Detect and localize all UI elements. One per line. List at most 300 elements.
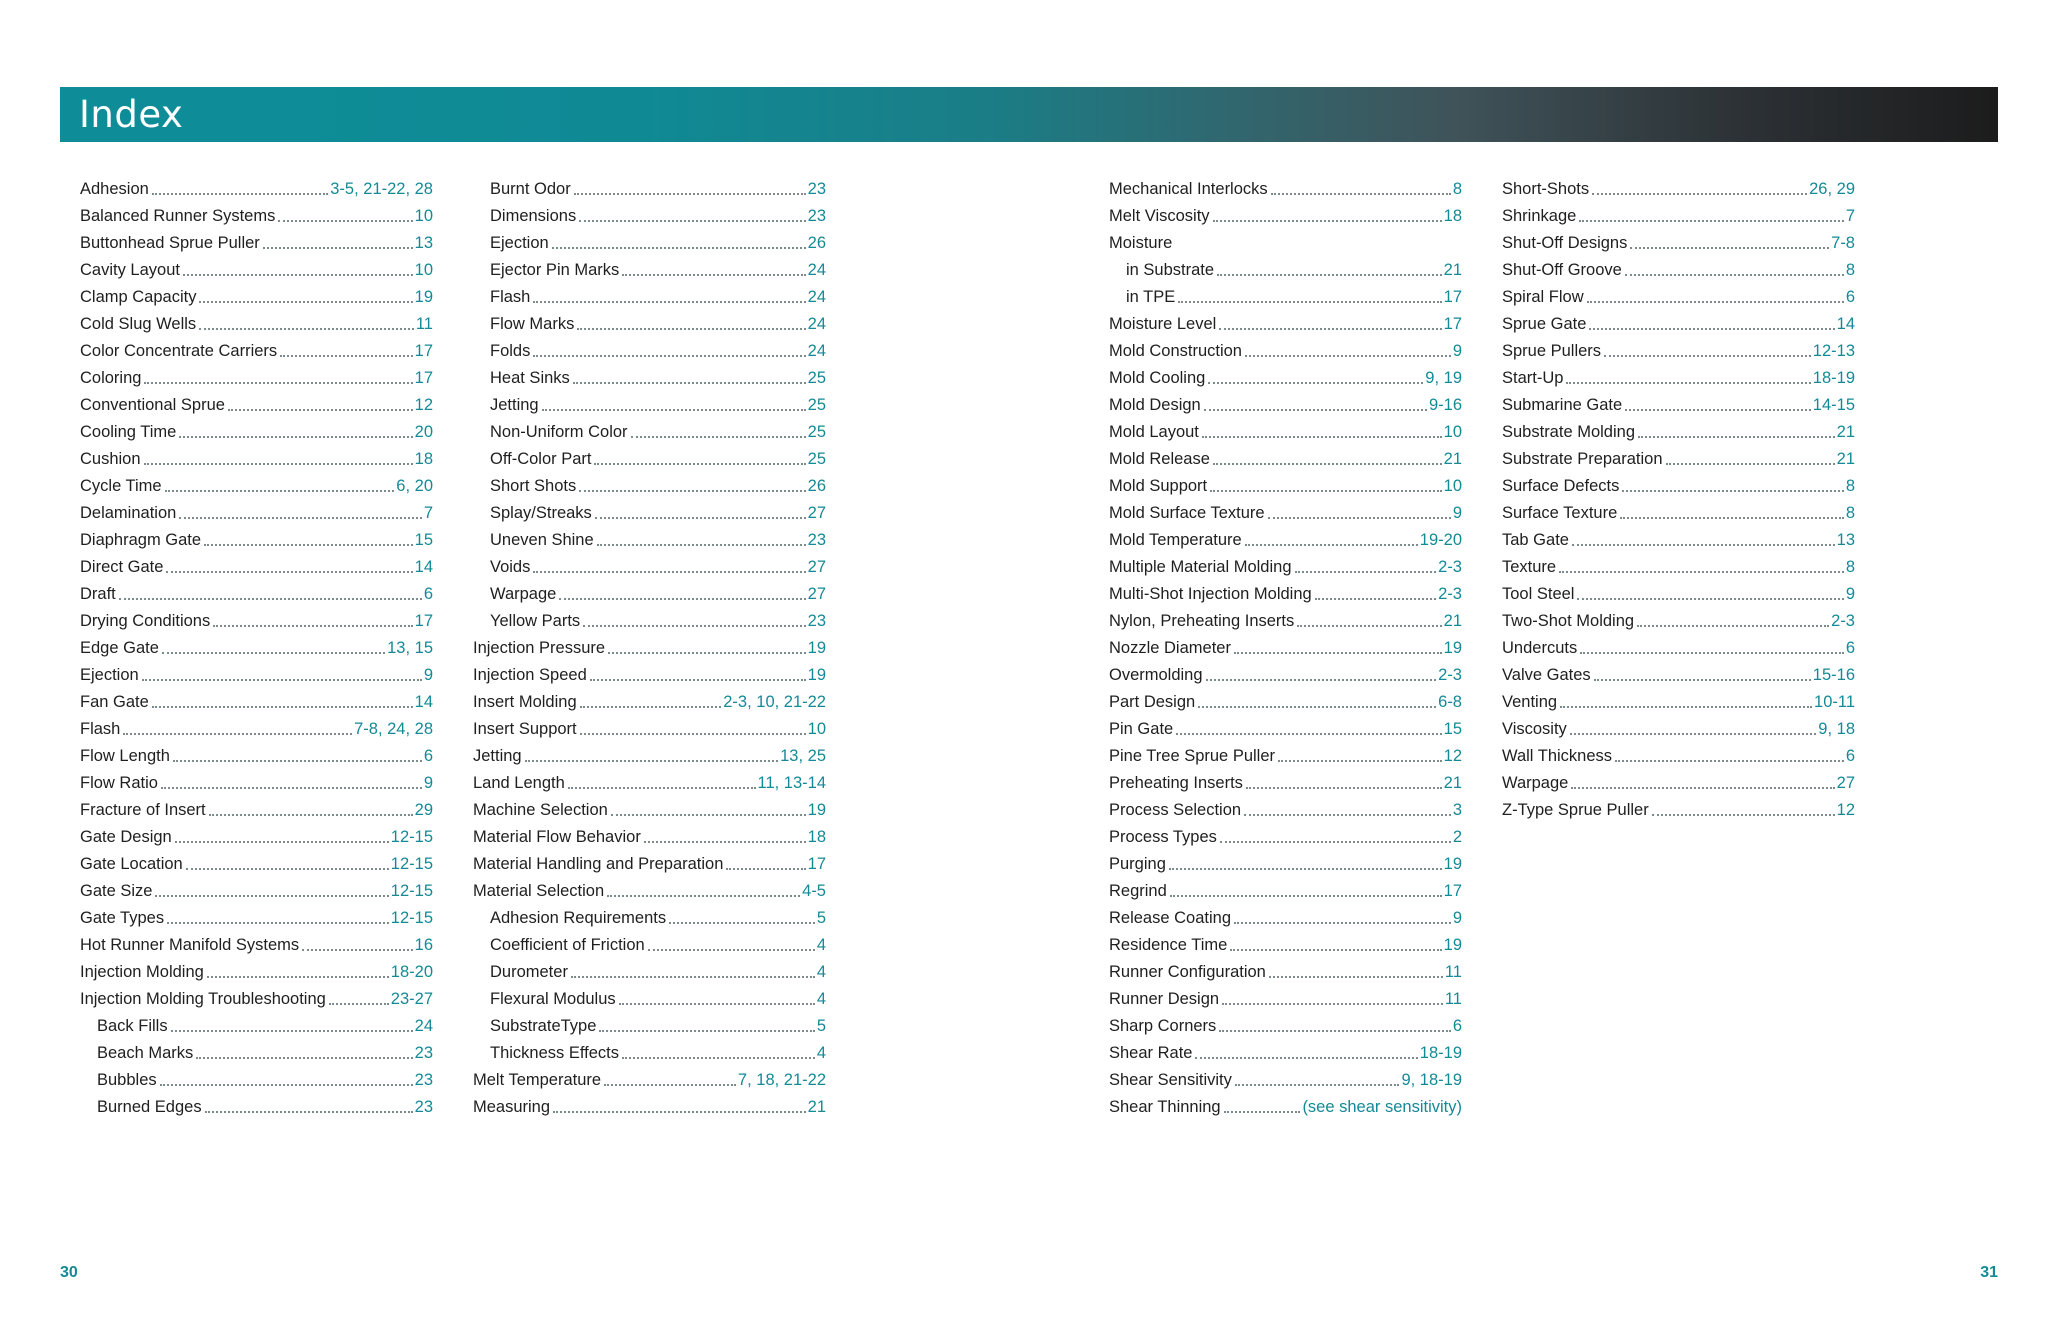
index-subentry xyxy=(473,1040,826,1067)
page-reference: 2-3 xyxy=(1438,666,1462,684)
page-reference: 18-19 xyxy=(1419,1044,1462,1062)
index-term: Uneven Shine xyxy=(490,531,594,549)
index-entry xyxy=(80,176,433,203)
dot-leader xyxy=(1245,355,1451,357)
page-reference: 9 xyxy=(423,666,433,684)
index-column-1 xyxy=(80,176,433,1121)
dot-leader xyxy=(1615,760,1844,762)
dot-leader xyxy=(1592,193,1807,195)
dot-leader xyxy=(207,976,389,978)
dot-leader xyxy=(1315,598,1436,600)
dot-leader xyxy=(1604,355,1811,357)
dot-leader xyxy=(199,328,414,330)
index-term: Melt Viscosity xyxy=(1109,207,1210,225)
index-subentry xyxy=(473,500,826,527)
index-term: Flash xyxy=(80,720,121,738)
page-reference: 14 xyxy=(1836,315,1855,333)
index-term: Overmolding xyxy=(1109,666,1203,684)
dot-leader xyxy=(196,1057,412,1059)
index-entry xyxy=(473,851,826,878)
index-column-3 xyxy=(1109,176,1462,1121)
index-subentry xyxy=(473,473,826,500)
index-term: Machine Selection xyxy=(473,801,608,819)
index-term: Preheating Inserts xyxy=(1109,774,1243,792)
dot-leader xyxy=(1235,1084,1400,1086)
page-reference: 12-15 xyxy=(390,882,433,900)
index-entry xyxy=(1109,311,1462,338)
index-term: Gate Design xyxy=(80,828,172,846)
dot-leader xyxy=(619,1003,815,1005)
index-term: Insert Molding xyxy=(473,693,577,711)
dot-leader xyxy=(1208,382,1423,384)
dot-leader xyxy=(1559,571,1844,573)
dot-leader xyxy=(579,220,805,222)
index-entry xyxy=(1109,581,1462,608)
page-reference: 21 xyxy=(1443,261,1462,279)
index-term: Shut-Off Designs xyxy=(1502,234,1628,252)
index-subentry xyxy=(473,365,826,392)
index-subentry xyxy=(473,581,826,608)
page-reference: 9, 19 xyxy=(1425,369,1462,387)
index-subentry xyxy=(80,1094,433,1121)
dot-leader xyxy=(1625,274,1844,276)
index-term: Splay/Streaks xyxy=(490,504,592,522)
dot-leader xyxy=(1638,436,1835,438)
index-term: Flash xyxy=(490,288,531,306)
index-entry xyxy=(80,770,433,797)
index-term: Bubbles xyxy=(97,1071,157,1089)
index-subentry xyxy=(473,554,826,581)
dot-leader xyxy=(278,220,412,222)
index-term: Surface Texture xyxy=(1502,504,1618,522)
dot-leader xyxy=(604,1084,736,1086)
page-reference: 24 xyxy=(807,261,826,279)
index-term: Back Fills xyxy=(97,1017,168,1035)
index-term: Coloring xyxy=(80,369,142,387)
index-term: Process Selection xyxy=(1109,801,1242,819)
page-reference: 19 xyxy=(1443,936,1462,954)
index-entry xyxy=(80,311,433,338)
index-subentry xyxy=(1109,257,1462,284)
page-reference: 2-3 xyxy=(1438,585,1462,603)
dot-leader xyxy=(559,598,805,600)
index-term: Part Design xyxy=(1109,693,1196,711)
index-entry xyxy=(80,257,433,284)
index-term: Insert Support xyxy=(473,720,577,738)
index-entry xyxy=(1109,824,1462,851)
dot-leader xyxy=(573,382,806,384)
index-subentry xyxy=(473,176,826,203)
index-subentry xyxy=(80,1067,433,1094)
page-reference: 6 xyxy=(1845,747,1855,765)
dot-leader xyxy=(577,328,805,330)
dot-leader xyxy=(622,1057,815,1059)
dot-leader xyxy=(599,1030,814,1032)
dot-leader xyxy=(648,949,815,951)
index-term: Sprue Gate xyxy=(1502,315,1587,333)
index-term: Folds xyxy=(490,342,531,360)
page-reference: 10 xyxy=(414,207,433,225)
index-term: Multi-Shot Injection Molding xyxy=(1109,585,1312,603)
page-reference: 23 xyxy=(414,1098,433,1116)
page-reference: 17 xyxy=(414,342,433,360)
index-entry xyxy=(473,1067,826,1094)
page-reference: 2 xyxy=(1452,828,1462,846)
index-term: Fracture of Insert xyxy=(80,801,206,819)
index-term: Short-Shots xyxy=(1502,180,1590,198)
index-entry xyxy=(80,689,433,716)
dot-leader xyxy=(228,409,413,411)
dot-leader xyxy=(583,625,805,627)
dot-leader xyxy=(1560,706,1812,708)
index-entry xyxy=(80,851,433,878)
index-entry xyxy=(1109,743,1462,770)
dot-leader xyxy=(152,706,413,708)
index-subentry xyxy=(473,392,826,419)
index-entry xyxy=(1502,770,1855,797)
index-term: Adhesion Requirements xyxy=(490,909,667,927)
index-term: Mold Support xyxy=(1109,477,1208,495)
page-reference: 19 xyxy=(1443,855,1462,873)
index-subentry xyxy=(473,1013,826,1040)
dot-leader xyxy=(119,598,422,600)
page-reference: 6, 20 xyxy=(396,477,433,495)
page-reference: 6-8 xyxy=(1438,693,1462,711)
index-entry xyxy=(1109,932,1462,959)
page-reference: 8 xyxy=(1845,261,1855,279)
index-term: Draft xyxy=(80,585,116,603)
index-term: Undercuts xyxy=(1502,639,1578,657)
index-entry xyxy=(473,878,826,905)
page-reference: 17 xyxy=(414,612,433,630)
index-term: Substrate Molding xyxy=(1502,423,1635,441)
index-entry xyxy=(1109,1094,1462,1121)
index-entry xyxy=(473,662,826,689)
dot-leader xyxy=(1219,328,1441,330)
index-term: Melt Temperature xyxy=(473,1071,602,1089)
index-term: Thickness Effects xyxy=(490,1044,619,1062)
index-term: Mold Surface Texture xyxy=(1109,504,1265,522)
index-term: Moisture Level xyxy=(1109,315,1217,333)
index-entry xyxy=(1109,554,1462,581)
index-term: Off-Color Part xyxy=(490,450,592,468)
index-term: Tab Gate xyxy=(1502,531,1569,549)
index-term: Pine Tree Sprue Puller xyxy=(1109,747,1276,765)
dot-leader xyxy=(580,733,806,735)
index-column-2 xyxy=(473,176,826,1121)
dot-leader xyxy=(1268,517,1451,519)
index-subentry xyxy=(473,203,826,230)
page-reference: 18-19 xyxy=(1812,369,1855,387)
index-subentry xyxy=(473,311,826,338)
index-term: Sprue Pullers xyxy=(1502,342,1602,360)
index-entry xyxy=(80,797,433,824)
index-term: Texture xyxy=(1502,558,1557,576)
dot-leader xyxy=(302,949,412,951)
page-reference: 18 xyxy=(1443,207,1462,225)
dot-leader xyxy=(165,490,395,492)
index-entry xyxy=(80,608,433,635)
index-entry xyxy=(1502,554,1855,581)
index-entry xyxy=(473,689,826,716)
index-entry xyxy=(1109,608,1462,635)
page-reference: (see shear sensitivity) xyxy=(1302,1098,1462,1116)
index-subentry xyxy=(473,959,826,986)
dot-leader xyxy=(552,247,806,249)
index-term: Shut-Off Groove xyxy=(1502,261,1622,279)
dot-leader xyxy=(611,814,806,816)
dot-leader xyxy=(1625,409,1811,411)
index-term: Sharp Corners xyxy=(1109,1017,1217,1035)
index-entry xyxy=(80,905,433,932)
index-term: Cycle Time xyxy=(80,477,162,495)
dot-leader xyxy=(597,544,806,546)
index-term: Pin Gate xyxy=(1109,720,1174,738)
dot-leader xyxy=(155,895,388,897)
index-entry xyxy=(80,635,433,662)
index-entry xyxy=(1502,419,1855,446)
page-reference: 18-20 xyxy=(390,963,433,981)
index-term: Tool Steel xyxy=(1502,585,1575,603)
page-reference: 21 xyxy=(807,1098,826,1116)
page-reference: 17 xyxy=(1443,315,1462,333)
index-entry xyxy=(80,284,433,311)
page-reference: 25 xyxy=(807,369,826,387)
index-entry xyxy=(80,716,433,743)
dot-leader xyxy=(1206,679,1437,681)
page-reference: 23 xyxy=(414,1044,433,1062)
dot-leader xyxy=(1198,706,1436,708)
page-reference: 12 xyxy=(1836,801,1855,819)
dot-leader xyxy=(1178,301,1441,303)
index-term: Ejector Pin Marks xyxy=(490,261,620,279)
page-reference: 9, 18 xyxy=(1818,720,1855,738)
page-reference: 4 xyxy=(816,963,826,981)
dot-leader xyxy=(175,841,389,843)
index-term: Mold Design xyxy=(1109,396,1201,414)
dot-leader xyxy=(1587,301,1844,303)
index-entry xyxy=(1502,365,1855,392)
index-term: Non-Uniform Color xyxy=(490,423,628,441)
page-reference: 19 xyxy=(807,801,826,819)
index-entry xyxy=(1109,1040,1462,1067)
page-reference: 4 xyxy=(816,990,826,1008)
index-term: Gate Location xyxy=(80,855,183,873)
index-entry xyxy=(473,797,826,824)
dot-leader xyxy=(533,301,805,303)
index-term: Mold Temperature xyxy=(1109,531,1242,549)
index-entry xyxy=(1502,473,1855,500)
dot-leader xyxy=(579,490,805,492)
page-reference: 17 xyxy=(414,369,433,387)
index-entry xyxy=(1109,689,1462,716)
page-reference: 26, 29 xyxy=(1809,180,1855,198)
dot-leader xyxy=(1652,814,1835,816)
index-term: Valve Gates xyxy=(1502,666,1591,684)
page-reference: 9 xyxy=(1845,585,1855,603)
page-reference: 5 xyxy=(816,1017,826,1035)
index-term: Nylon, Preheating Inserts xyxy=(1109,612,1295,630)
page-reference: 19 xyxy=(1443,639,1462,657)
index-entry xyxy=(1109,230,1462,257)
page-reference: 4-5 xyxy=(802,882,826,900)
dot-leader xyxy=(1577,598,1843,600)
dot-leader xyxy=(1246,787,1442,789)
page-reference: 24 xyxy=(807,342,826,360)
dot-leader xyxy=(571,976,815,978)
dot-leader xyxy=(1637,625,1829,627)
page-reference: 21 xyxy=(1443,612,1462,630)
index-entry xyxy=(1109,527,1462,554)
dot-leader xyxy=(1666,463,1835,465)
page-reference: 11 xyxy=(415,315,433,333)
index-term: Land Length xyxy=(473,774,565,792)
index-term: Process Types xyxy=(1109,828,1217,846)
index-term: Submarine Gate xyxy=(1502,396,1623,414)
index-term: Warpage xyxy=(490,585,557,603)
page-reference: 27 xyxy=(1836,774,1855,792)
dot-leader xyxy=(574,193,806,195)
page-reference: 27 xyxy=(807,558,826,576)
page-reference: 24 xyxy=(414,1017,433,1035)
page-reference: 10 xyxy=(414,261,433,279)
index-entry xyxy=(1502,662,1855,689)
index-term: Color Concentrate Carriers xyxy=(80,342,278,360)
index-term: Voids xyxy=(490,558,531,576)
index-entry xyxy=(1109,392,1462,419)
right-page-number: 31 xyxy=(1980,1264,1998,1281)
index-entry xyxy=(1502,527,1855,554)
page-reference: 18 xyxy=(807,828,826,846)
page-reference: 19 xyxy=(807,666,826,684)
page-reference: 23-27 xyxy=(390,990,433,1008)
dot-leader xyxy=(1170,895,1442,897)
page-reference: 9 xyxy=(1452,342,1462,360)
index-term: Durometer xyxy=(490,963,568,981)
index-term: Residence Time xyxy=(1109,936,1228,954)
index-term: Burned Edges xyxy=(97,1098,202,1116)
dot-leader xyxy=(1213,463,1442,465)
index-entry xyxy=(1109,986,1462,1013)
dot-leader xyxy=(171,1030,413,1032)
page-reference: 24 xyxy=(807,288,826,306)
page-reference: 8 xyxy=(1845,558,1855,576)
dot-leader xyxy=(580,706,722,708)
index-term: Wall Thickness xyxy=(1502,747,1613,765)
dot-leader xyxy=(199,301,412,303)
index-term: Moisture xyxy=(1109,234,1173,252)
index-subentry xyxy=(473,608,826,635)
dot-leader xyxy=(1622,490,1843,492)
index-term: Multiple Material Molding xyxy=(1109,558,1292,576)
index-subentry xyxy=(473,338,826,365)
index-term: Warpage xyxy=(1502,774,1569,792)
page-reference: 7 xyxy=(1845,207,1855,225)
index-term: Surface Defects xyxy=(1502,477,1620,495)
dot-leader xyxy=(213,625,412,627)
dot-leader xyxy=(1176,733,1441,735)
page-reference: 5 xyxy=(816,909,826,927)
index-term: Start-Up xyxy=(1502,369,1564,387)
index-term: SubstrateType xyxy=(490,1017,597,1035)
page-reference: 4 xyxy=(816,936,826,954)
dot-leader xyxy=(123,733,352,735)
index-subentry xyxy=(473,257,826,284)
index-entry xyxy=(80,446,433,473)
dot-leader xyxy=(1269,976,1443,978)
index-term: Flow Ratio xyxy=(80,774,158,792)
page-reference: 12 xyxy=(1443,747,1462,765)
index-entry xyxy=(1109,473,1462,500)
dot-leader xyxy=(594,463,805,465)
dot-leader xyxy=(533,571,805,573)
dot-leader xyxy=(166,571,412,573)
dot-leader xyxy=(162,652,385,654)
page-reference: 21 xyxy=(1443,450,1462,468)
page-reference: 19-20 xyxy=(1419,531,1462,549)
left-page-number: 30 xyxy=(60,1264,78,1281)
index-term: Injection Molding Troubleshooting xyxy=(80,990,326,1008)
index-term: Shrinkage xyxy=(1502,207,1577,225)
index-term: Nozzle Diameter xyxy=(1109,639,1231,657)
dot-leader xyxy=(1594,679,1811,681)
page-reference: 12-15 xyxy=(390,855,433,873)
index-entry xyxy=(1502,203,1855,230)
dot-leader xyxy=(1222,1003,1443,1005)
index-entry xyxy=(80,932,433,959)
dot-leader xyxy=(631,436,806,438)
dot-leader xyxy=(590,679,806,681)
page-reference: 9-16 xyxy=(1428,396,1462,414)
dot-leader xyxy=(186,868,389,870)
index-entry xyxy=(1502,635,1855,662)
index-term: Measuring xyxy=(473,1098,551,1116)
index-entry xyxy=(80,581,433,608)
dot-leader xyxy=(280,355,412,357)
dot-leader xyxy=(542,409,806,411)
page-reference: 11 xyxy=(1444,963,1462,981)
dot-leader xyxy=(173,760,422,762)
page-reference: 2-3 xyxy=(1438,558,1462,576)
index-subentry xyxy=(473,419,826,446)
dot-leader xyxy=(179,436,412,438)
index-term: Release Coating xyxy=(1109,909,1231,927)
page-reference: 3 xyxy=(1452,801,1462,819)
page-reference: 23 xyxy=(414,1071,433,1089)
dot-leader xyxy=(1571,787,1834,789)
index-term: Cooling Time xyxy=(80,423,177,441)
index-entry xyxy=(80,338,433,365)
index-term: Burnt Odor xyxy=(490,180,571,198)
index-entry xyxy=(80,500,433,527)
page-reference: 19 xyxy=(414,288,433,306)
index-term: Two-Shot Molding xyxy=(1502,612,1635,630)
page-reference: 13 xyxy=(1836,531,1855,549)
index-entry xyxy=(1502,338,1855,365)
page-reference: 12 xyxy=(414,396,433,414)
index-term: Clamp Capacity xyxy=(80,288,197,306)
dot-leader xyxy=(622,274,805,276)
page-reference: 7, 18, 21-22 xyxy=(737,1071,826,1089)
dot-leader xyxy=(183,274,413,276)
index-term: Heat Sinks xyxy=(490,369,570,387)
page-reference: 21 xyxy=(1836,450,1855,468)
index-term: Edge Gate xyxy=(80,639,159,657)
page-reference: 26 xyxy=(807,477,826,495)
page-reference: 9, 18-19 xyxy=(1401,1071,1462,1089)
index-subentry xyxy=(80,1040,433,1067)
page-reference: 12-15 xyxy=(390,909,433,927)
